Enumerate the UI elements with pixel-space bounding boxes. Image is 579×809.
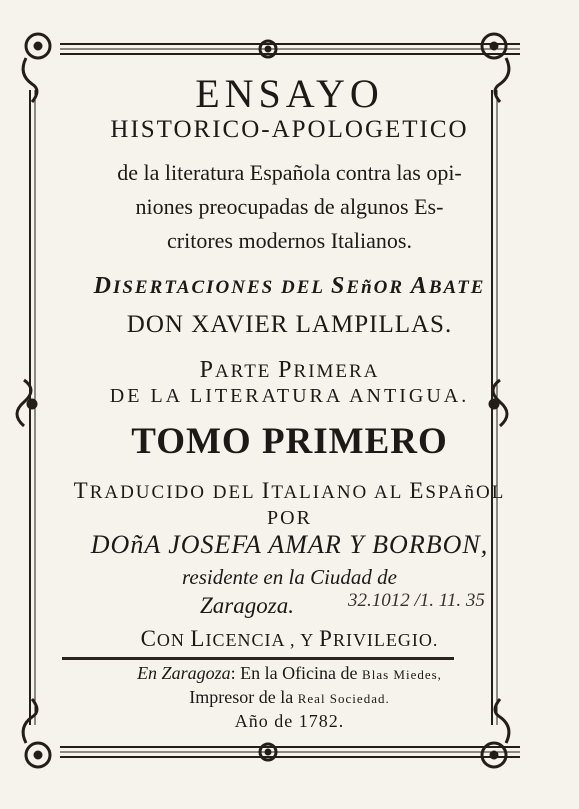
book-title: ENSAYO [195,71,384,116]
ciudad-name: Zaragoza. [200,593,294,618]
licencia-line: CON LICENCIA , Y PRIVILEGIO. [140,626,439,651]
description-line-3: critores modernos Italianos. [167,228,412,253]
author-name: DON XAVIER LAMPILLAS. [126,311,453,338]
imprint-divider [62,657,454,660]
residente-line: residente en la Ciudad de [181,565,397,589]
imprint-line-1: En Zaragoza: En la Oficina de Blas Miedes, [137,663,442,683]
description-line-1: de la literatura Española contra las opi- [117,160,462,185]
dissertaciones-line: DISERTACIONES DEL SEñOR ABATE [93,273,486,299]
imprint-year: Año de 1782. [234,711,345,731]
tomo-primero: TOMO PRIMERO [131,421,448,462]
corner-ornament-bottom-left [23,699,50,767]
traducido-line: TRADUCIDO DEL ITALIANO AL ESPAñOL [73,478,506,503]
handwritten-shelfmark: 32.1012 /1. 11. 35 [348,590,485,611]
book-subtitle: HISTORICO-APOLOGETICO [110,116,469,143]
translator-name: DOñA JOSEFA AMAR Y BORBON, [90,530,489,559]
literatura-antigua: DE LA LITERATURA ANTIGUA. [109,385,470,407]
por-label: POR [267,507,312,529]
parte-primera: PARTE PRIMERA [199,357,380,383]
imprint-line-2: Impresor de la Real Sociedad. [189,687,390,707]
description-line-2: niones preocupadas de algunos Es- [135,194,444,219]
